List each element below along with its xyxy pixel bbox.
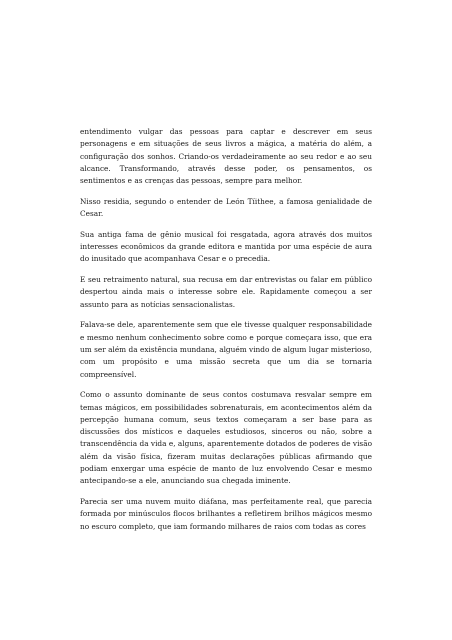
paragraph: entendimento vulgar das pessoas para captar e descrever em seus personagens e em situações de seus livros a mágica, a matéria do além, a configuração dos sonhos. Criando-os verdadeiramente ao seu redor e ao seu alcance. Transformando, através desse poder, os pensamentos, os sentimentos e as crenças das pessoas, sempre para melhor.: [80, 127, 372, 186]
paragraph: Sua antiga fama de gênio musical foi resgatada, agora através dos muitos interesses econômicos da grande editora e mantida por uma espécie de aura do inusitado que acompanhava Cesar e o precedia.: [80, 229, 372, 264]
paragraph: E seu retraimento natural, sua recusa em dar entrevistas ou falar em público despertou ainda mais o interesse sobre ele. Rapidamente começou a ser assunto para as notícias sensacionalistas.: [80, 275, 372, 309]
body-text: [80, 126, 372, 541]
paragraph: Parecia ser uma nuvem muito diáfana, mas perfeitamente real, que parecia formada por minúsculos flocos brilhantes a refletirem brilhos mágicos mesmo no escuro completo, que iam formando milhares de raios com todas as cores: [80, 497, 372, 531]
paragraph: Falava-se dele, aparentemente sem que ele tivesse qualquer responsabilidade e mesmo nenhum conhecimento sobre como e porque começara isso, que era um ser além da existência mundana, alguém vindo de algum lugar misterioso, com um propósito e uma missão secreta que um dia se tornaria compreensível.: [80, 320, 372, 379]
paragraph: Nisso residia, segundo o entender de León Tíithee, a famosa genialidade de Cesar.: [80, 196, 372, 219]
paragraph: Como o assunto dominante de seus contos costumava resvalar sempre em temas mágicos, em possibilidades sobrenaturais, em acontecimentos além da percepção humana comum, seus textos começaram a ser base para as discussões dos místicos e daqueles estudiosos, sinceros ou não, sobre a transcendência da vida e, alguns, aparentemente dotados de poderes de visão além da visão física, fizeram muitas declarações públicas afirmando que podiam enxergar uma espécie de manto de luz envolvendo Cesar e mesmo antecipando-se a ele, anunciando sua chegada iminente.: [80, 390, 372, 486]
